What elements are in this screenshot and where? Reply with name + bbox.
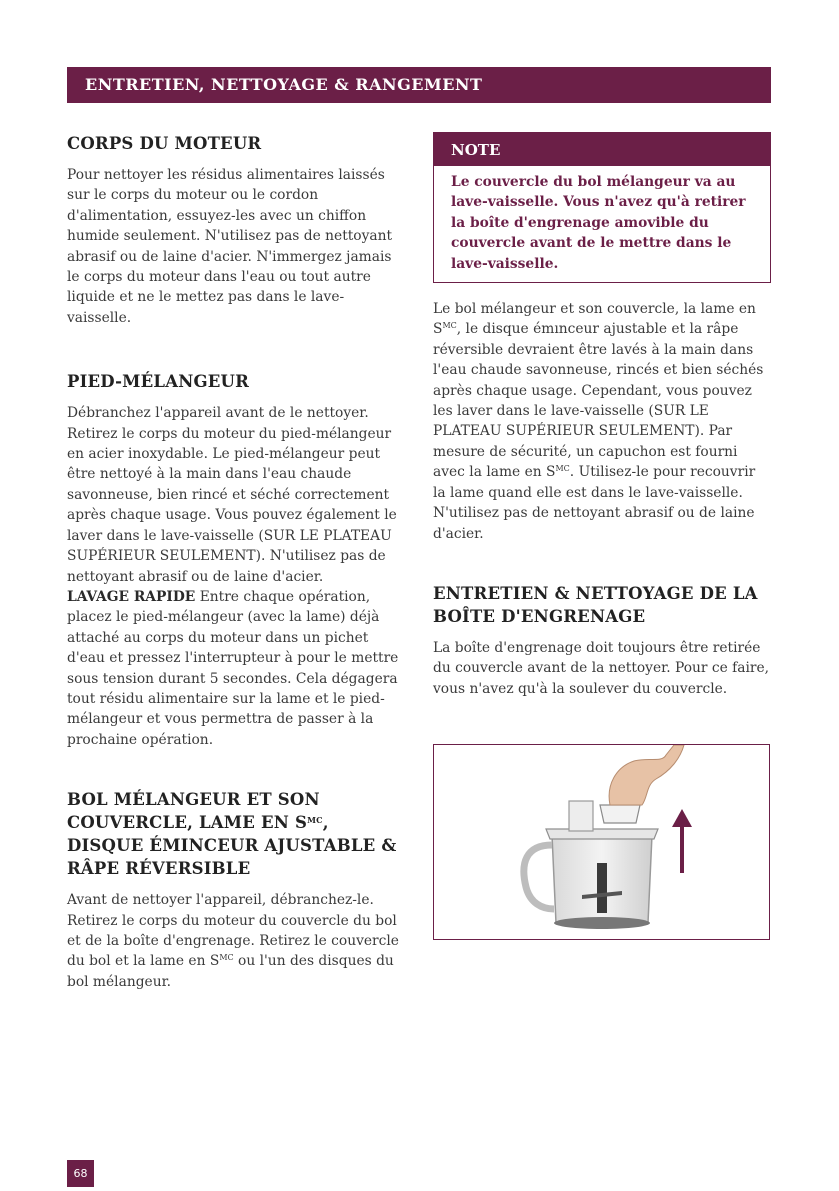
heading-pied-melangeur: PIED-MÉLANGEUR bbox=[67, 372, 250, 392]
heading-bol-sup: MC bbox=[307, 815, 323, 826]
heading-boite-engrenage: ENTRETIEN & NETTOYAGE DE LA BOÎTE D'ENGRENAGE bbox=[433, 583, 758, 626]
section-header: ENTRETIEN, NETTOYAGE & RANGEMENT bbox=[67, 67, 771, 103]
left-column bbox=[67, 132, 401, 992]
bol-lavage-sup1: MC bbox=[442, 321, 457, 331]
paragraph-bol-melangeur bbox=[67, 890, 401, 992]
bol-text-b: ou l'un des disques du bol mélangeur. bbox=[67, 953, 394, 990]
heading-bol-part-a: BOL MÉLANGEUR ET SON COUVERCLE, LAME EN S bbox=[67, 790, 320, 833]
note-box bbox=[433, 132, 771, 283]
food-processor-photo bbox=[434, 745, 768, 938]
note-text: Le couvercle du bol mélangeur va au lave-vaisselle. Vous n'avez qu'à retirer la boîte d'engrenage amovible du couvercle avant de le mettre dans le lave-vaisselle. bbox=[451, 174, 746, 272]
paragraph-bol-lavage bbox=[433, 299, 771, 544]
paragraph-lavage-rapide bbox=[67, 587, 401, 730]
bol-lavage-sup2: MC bbox=[555, 464, 570, 474]
heading-bol-melangeur bbox=[67, 788, 401, 880]
bol-text-sup: MC bbox=[219, 953, 234, 963]
heading-corps-du-moteur: CORPS DU MOTEUR bbox=[67, 134, 262, 153]
paragraph-pied-melangeur: Débranchez l'appareil avant de le nettoyer. Retirez le corps du moteur du pied-mélangeur en acier inoxydable. Le pied-mélangeur peut être nettoyé à la main dans l'eau chaude savonneuse, bien rincé et séché correctement après chaque usage. Vous pouvez également le laver dans le lave-vaisselle (SUR LE PLATEAU SUPÉRIEUR SEULEMENT). N'utilisez pas de nettoyant abrasif ou de laine d'acier. bbox=[67, 405, 397, 585]
page-number: 68 bbox=[67, 1160, 94, 1187]
gearbox-removal-illustration bbox=[433, 744, 770, 940]
paragraph-corps-du-moteur: Pour nettoyer les résidus alimentaires laissés sur le corps du moteur ou le cordon d'alimentation, essuyez-les avec un chiffon humide seulement. N'utilisez pas de nettoyant abrasif ou de laine d'acier. N'immergez jamais le corps du moteur dans l'eau ou tout autre liquide et ne le mettez pas dans le lave-vaisselle. bbox=[67, 167, 393, 326]
heading-bol-part-b: , DISQUE ÉMINCEUR AJUSTABLE & RÂPE RÉVERSIBLE bbox=[67, 813, 397, 879]
paragraph-boite-engrenage: La boîte d'engrenage doit toujours être retirée du couvercle avant de la nettoyer. Pour ce faire, vous n'avez qu'à la soulever du couvercle. bbox=[433, 639, 770, 697]
bol-lavage-a: Le bol mélangeur et son couvercle, la lame en S bbox=[433, 301, 756, 338]
paragraph-lavage-rapide-end: prochaine opération. bbox=[67, 731, 214, 748]
lavage-rapide-label: LAVAGE RAPIDE bbox=[67, 588, 196, 605]
right-column bbox=[433, 132, 771, 699]
bol-lavage-b: , le disque émınceur ajustable et la râpe réversible devraient être lavés à la main dans l'eau chaude savonneuse, rincés et bien séchés après chaque usage. Cependant, vous pouvez les laver dans le lave-vaisselle (SUR LE PLATEAU SUPÉRIEUR SEULEMENT). Par mesure de sécurité, un capuchon est fourni avec la lame en S bbox=[433, 321, 764, 481]
note-label: NOTE bbox=[434, 133, 770, 166]
lavage-rapide-text: Entre chaque opération, placez le pied-mélangeur (avec la lame) déjà attaché au corps du moteur dans un pichet d'eau et pressez l'interrupteur à pour le mettre sous tension durant 5 secondes. Cela dégagera tout résidu alimentaire sur la lame et le pied-mélangeur et vous permettra de passer à la bbox=[67, 588, 399, 728]
bol-lavage-c: . Utilisez-le pour recouvrir la lame quand elle est dans le lave-vaisselle. N'utilisez pas de nettoyant abrasif ou de laine d'acier. bbox=[433, 464, 756, 542]
bol-text-a: Avant de nettoyer l'appareil, débranchez-le. Retirez le corps du moteur du couvercle du bol et de la boîte d'engrenage. Retirez le couvercle du bol et la lame en S bbox=[67, 892, 399, 970]
